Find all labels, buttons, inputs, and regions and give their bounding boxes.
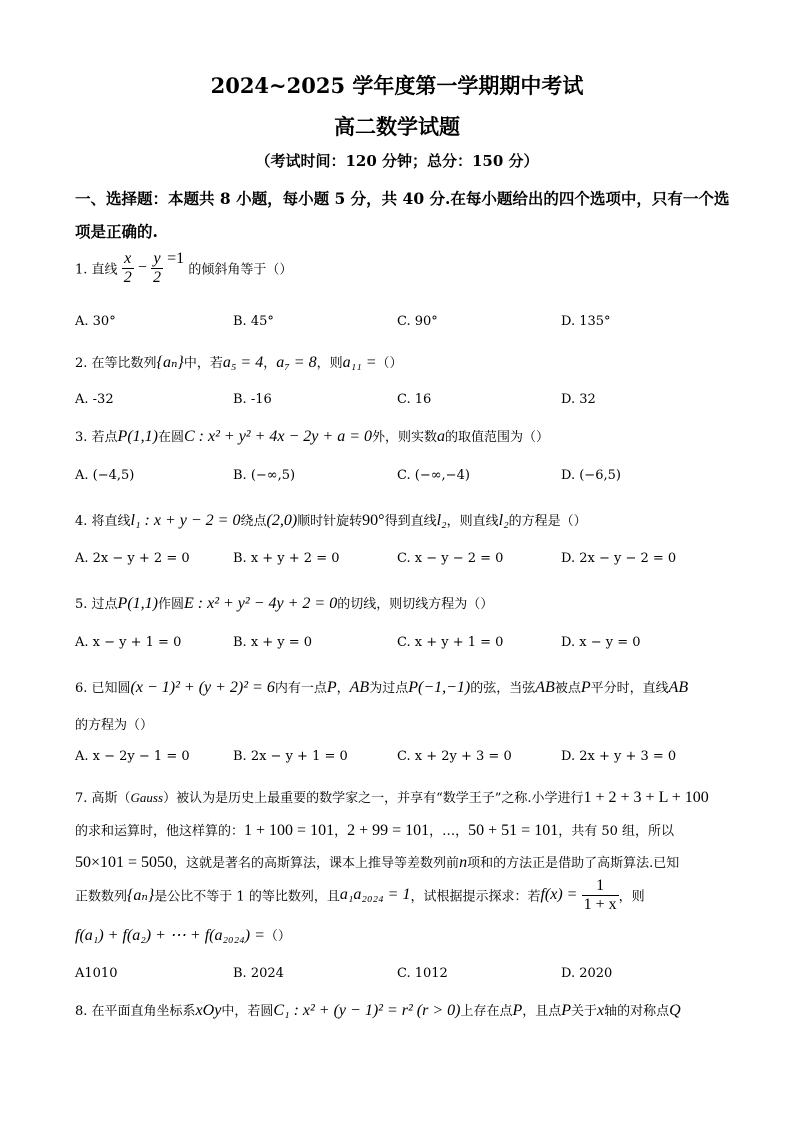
q2-option-b: B. -16 <box>233 392 272 407</box>
question-8: 8. 在平面直角坐标系xOy中，若圆C₁ : x² + (y − 1)² = r² (r > 0)上存在点P，且点P关于x轴的对称点Q <box>75 1002 681 1019</box>
q6-option-a: A. x − 2y − 1 = 0 <box>75 749 190 764</box>
q4-option-a: A. 2x − y + 2 = 0 <box>75 551 190 566</box>
question-5: 5. 过点P(1,1)作圆E : x² + y² − 4y + 2 = 0的切线，则切线方程为（） <box>75 595 494 612</box>
q2-option-a: A. -32 <box>75 392 114 407</box>
question-2: 2. 在等比数列{aₙ}中，若a₅ = 4，a₇ = 8，则a₁₁ =（） <box>75 354 403 371</box>
q3-option-c: C. (−∞,−4) <box>397 468 470 483</box>
q5-option-b: B. x + y = 0 <box>233 635 313 650</box>
exam-title: 2024~2025 学年度第一学期期中考试 <box>210 73 584 98</box>
q1-option-a: A. 30° <box>75 314 116 329</box>
q7-option-a: A1010 <box>75 966 118 981</box>
q3-option-a: A. (−4,5) <box>75 468 135 483</box>
q1-fraction-x: $\frac{x}{2}$ <box>123 250 132 286</box>
q2-option-d: D. 32 <box>561 392 596 407</box>
q4-option-b: B. x + y + 2 = 0 <box>233 551 340 566</box>
q6-option-c: C. x + 2y + 3 = 0 <box>397 749 512 764</box>
question-7-line2: 的求和运算时，他这样算的：1 + 100 = 101，2 + 99 = 101，…，50 + 51 = 101，共有 50 组，所以 <box>75 822 674 839</box>
q1-option-c: C. 90° <box>397 314 438 329</box>
question-6-line2: 的方程为（） <box>75 718 154 733</box>
q3-option-d: D. (−6,5) <box>561 468 621 483</box>
question-1: 1. 直线 $\frac{x}{2}$ − $\frac{y}{2}$ =1 的倾斜角等于（） <box>75 250 293 286</box>
q7-fraction: $\frac{1}{1 + x}$ <box>583 877 617 913</box>
question-7-line1: 7. 高斯（Gauss）被认为是历史上最重要的数学家之一，并享有“数学王子”之称.小学进行1 + 2 + 3 + L + 100 <box>75 789 709 806</box>
q1-fraction-y: $\frac{y}{2}$ <box>153 250 161 286</box>
q4-option-c: C. x − y − 2 = 0 <box>397 551 504 566</box>
question-4: 4. 将直线l₁ : x + y − 2 = 0绕点(2,0)顺时针旋转90°得到直线l₂，则直线l₂的方程是（） <box>75 512 587 529</box>
subject-title: 高二数学试题 <box>334 114 460 139</box>
q1-option-d: D. 135° <box>561 314 611 329</box>
q5-option-d: D. x − y = 0 <box>561 635 641 650</box>
exam-info: （考试时间：120 分钟；总分：150 分） <box>255 152 539 170</box>
q2-option-c: C. 16 <box>397 392 432 407</box>
question-7-line3: 50×101 = 5050，这就是著名的高斯算法，课本上推导等差数列前n项和的方法正是借助了高斯算法.已知 <box>75 854 680 871</box>
q5-option-c: C. x + y + 1 = 0 <box>397 635 504 650</box>
q5-option-a: A. x − y + 1 = 0 <box>75 635 182 650</box>
question-7-line4: 正数数列{aₙ}是公比不等于 1 的等比数列，且a₁a₂₀₂₄ = 1，试根据提示探求：若f(x) = $\frac{1}{1 + x}$ ，则 <box>75 877 645 913</box>
section-heading-line1: 一、选择题：本题共 8 小题，每小题 5 分，共 40 分.在每小题给出的四个选项中，只有一个选 <box>75 189 730 208</box>
q1-option-b: B. 45° <box>233 314 274 329</box>
question-3: 3. 若点P(1,1)在圆C : x² + y² + 4x − 2y + a = 0外，则实数a的取值范围为（） <box>75 428 550 445</box>
question-6: 6. 已知圆(x − 1)² + (y + 2)² = 6内有一点P，AB为过点P(−1,−1)的弦，当弦AB被点P平分时，直线AB <box>75 679 689 696</box>
q4-option-d: D. 2x − y − 2 = 0 <box>561 551 677 566</box>
q7-option-b: B. 2024 <box>233 966 284 981</box>
section-heading-line2: 项是正确的. <box>75 222 158 241</box>
q3-option-b: B. (−∞,5) <box>233 468 296 483</box>
q7-option-d: D. 2020 <box>561 966 613 981</box>
q6-option-b: B. 2x − y + 1 = 0 <box>233 749 348 764</box>
question-7-line5: f(a₁) + f(a₂) + ⋯ + f(a₂₀₂₄) =（） <box>75 927 291 944</box>
q7-option-c: C. 1012 <box>397 966 448 981</box>
q6-option-d: D. 2x + y + 3 = 0 <box>561 749 677 764</box>
